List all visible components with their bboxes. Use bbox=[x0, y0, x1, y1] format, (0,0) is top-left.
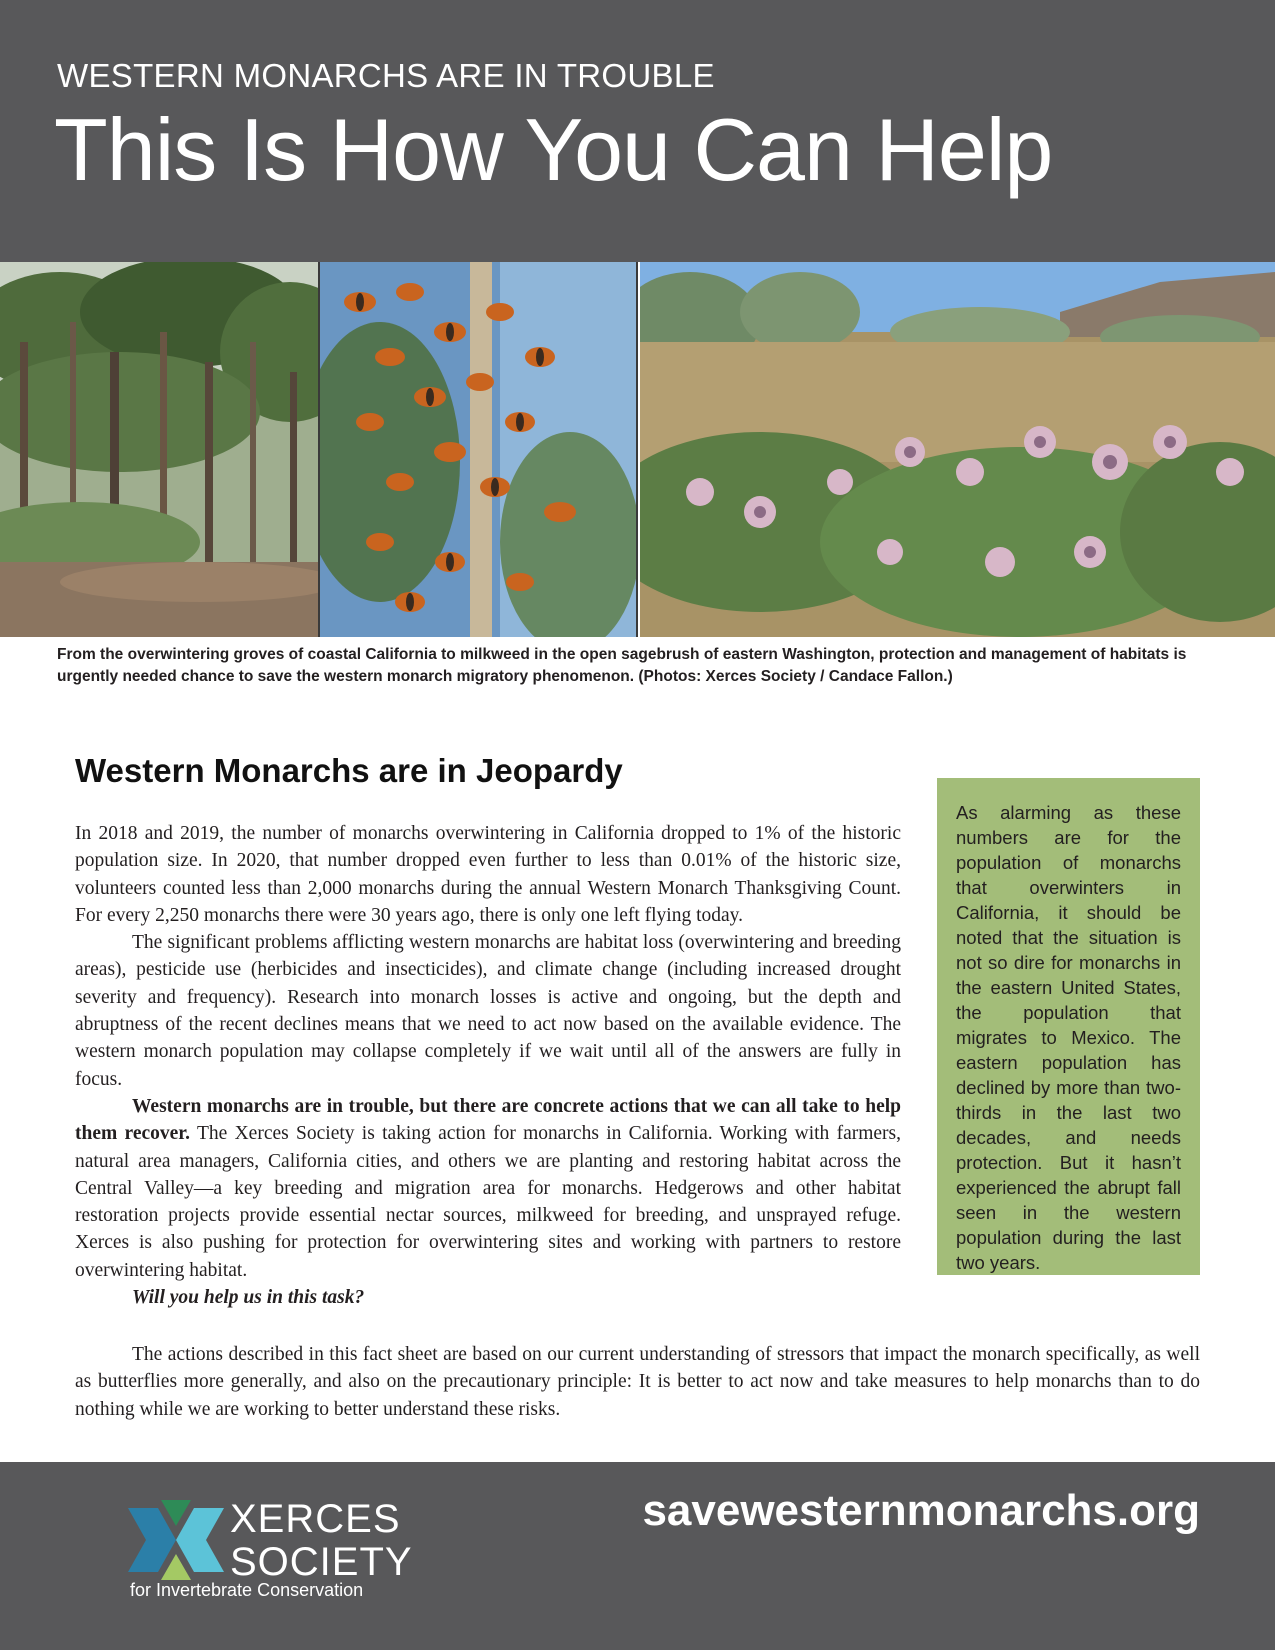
paragraph-actions-lead: Western monarchs are in trouble, but there are concrete actions that we can all take to help them recover. bbox=[75, 1095, 901, 1145]
logo-tagline: for Invertebrate Conservation bbox=[130, 1580, 364, 1600]
paragraph-question bbox=[75, 1284, 901, 1311]
photo-strip bbox=[0, 262, 1275, 637]
page-title: This Is How You Can Help bbox=[54, 100, 1053, 199]
paragraph-precaution: The actions described in this fact sheet are based on our current understanding of stressors that impact the monarch specifically, as well as butterflies more generally, and also on the precautionary principle: It is better to act now and take measures to help monarchs than to do nothing while we are working to better understand these risks. bbox=[75, 1344, 1200, 1420]
logo-line-2: SOCIETY bbox=[230, 1540, 413, 1584]
xerces-logo-icon bbox=[128, 1500, 224, 1580]
paragraph-actions bbox=[75, 1093, 901, 1284]
header-kicker: WESTERN MONARCHS ARE IN TROUBLE bbox=[57, 57, 715, 94]
monarch-cluster-photo bbox=[318, 262, 638, 637]
logo-wordmark bbox=[230, 1498, 413, 1584]
paragraph-actions-rest: The Xerces Society is taking action for monarchs in California. Working with farmers, natural area managers, California cities, and others we are planting and restoring habitat across the Central Valley—a key breeding and migration area for monarchs. Hedgerows and other habitat restoration projects provide essential nectar sources, milkweed for breeding, and unsprayed refuge. Xerces is also pushing for protection for overwintering sites and working with partners to restore overwintering habitat. bbox=[75, 1123, 901, 1281]
paragraph-intro: In 2018 and 2019, the number of monarchs overwintering in California dropped to 1% of the historic population size. In 2020, that number dropped even further to less than 0.01% of the historic size, volunteers counted less than 2,000 monarchs during the annual Western Monarch Thanksgiving Count. For every 2,250 monarchs there were 30 years ago, there is only one left flying today. bbox=[75, 823, 901, 926]
photo-caption: From the overwintering groves of coastal California to milkweed in the open sagebrush of eastern Washington, protection and management of habitats is urgently needed chance to save the western monarch migratory phenomenon. (Photos: Xerces Society / Candace Fallon.) bbox=[57, 646, 1187, 685]
sidebar-callout bbox=[937, 778, 1200, 1275]
website-link[interactable]: savewesternmonarchs.org bbox=[642, 1486, 1200, 1535]
paragraph-problems: The significant problems afflicting western monarchs are habitat loss (overwintering and breeding areas), pesticide use (herbicides and insecticides), and climate change (including increased drought severity and frequency). Research into monarch losses is active and ongoing, but the depth and abruptness of the recent declines means that we need to act now based on the available evidence. The western monarch population may collapse completely if we wait until all of the answers are fully in focus. bbox=[75, 932, 901, 1090]
sidebar-text: As alarming as these numbers are for the population of monarchs that overwinters in California, it should be noted that the situation is not so dire for monarchs in the eastern United States, the population that migrates to Mexico. The eastern population has declined by more than two-thirds in the last two decades, and needs protection. But it hasn’t experienced the abrupt fall seen in the western population during the last two years. bbox=[956, 802, 1181, 1273]
article-body bbox=[75, 820, 901, 1311]
logo-line-1: XERCES bbox=[230, 1497, 401, 1541]
article-body-full-width bbox=[75, 1341, 1200, 1423]
milkweed-field-photo bbox=[640, 262, 1275, 637]
forest-grove-photo bbox=[0, 262, 318, 637]
help-question: Will you help us in this task? bbox=[132, 1287, 365, 1309]
section-heading: Western Monarchs are in Jeopardy bbox=[75, 752, 623, 789]
